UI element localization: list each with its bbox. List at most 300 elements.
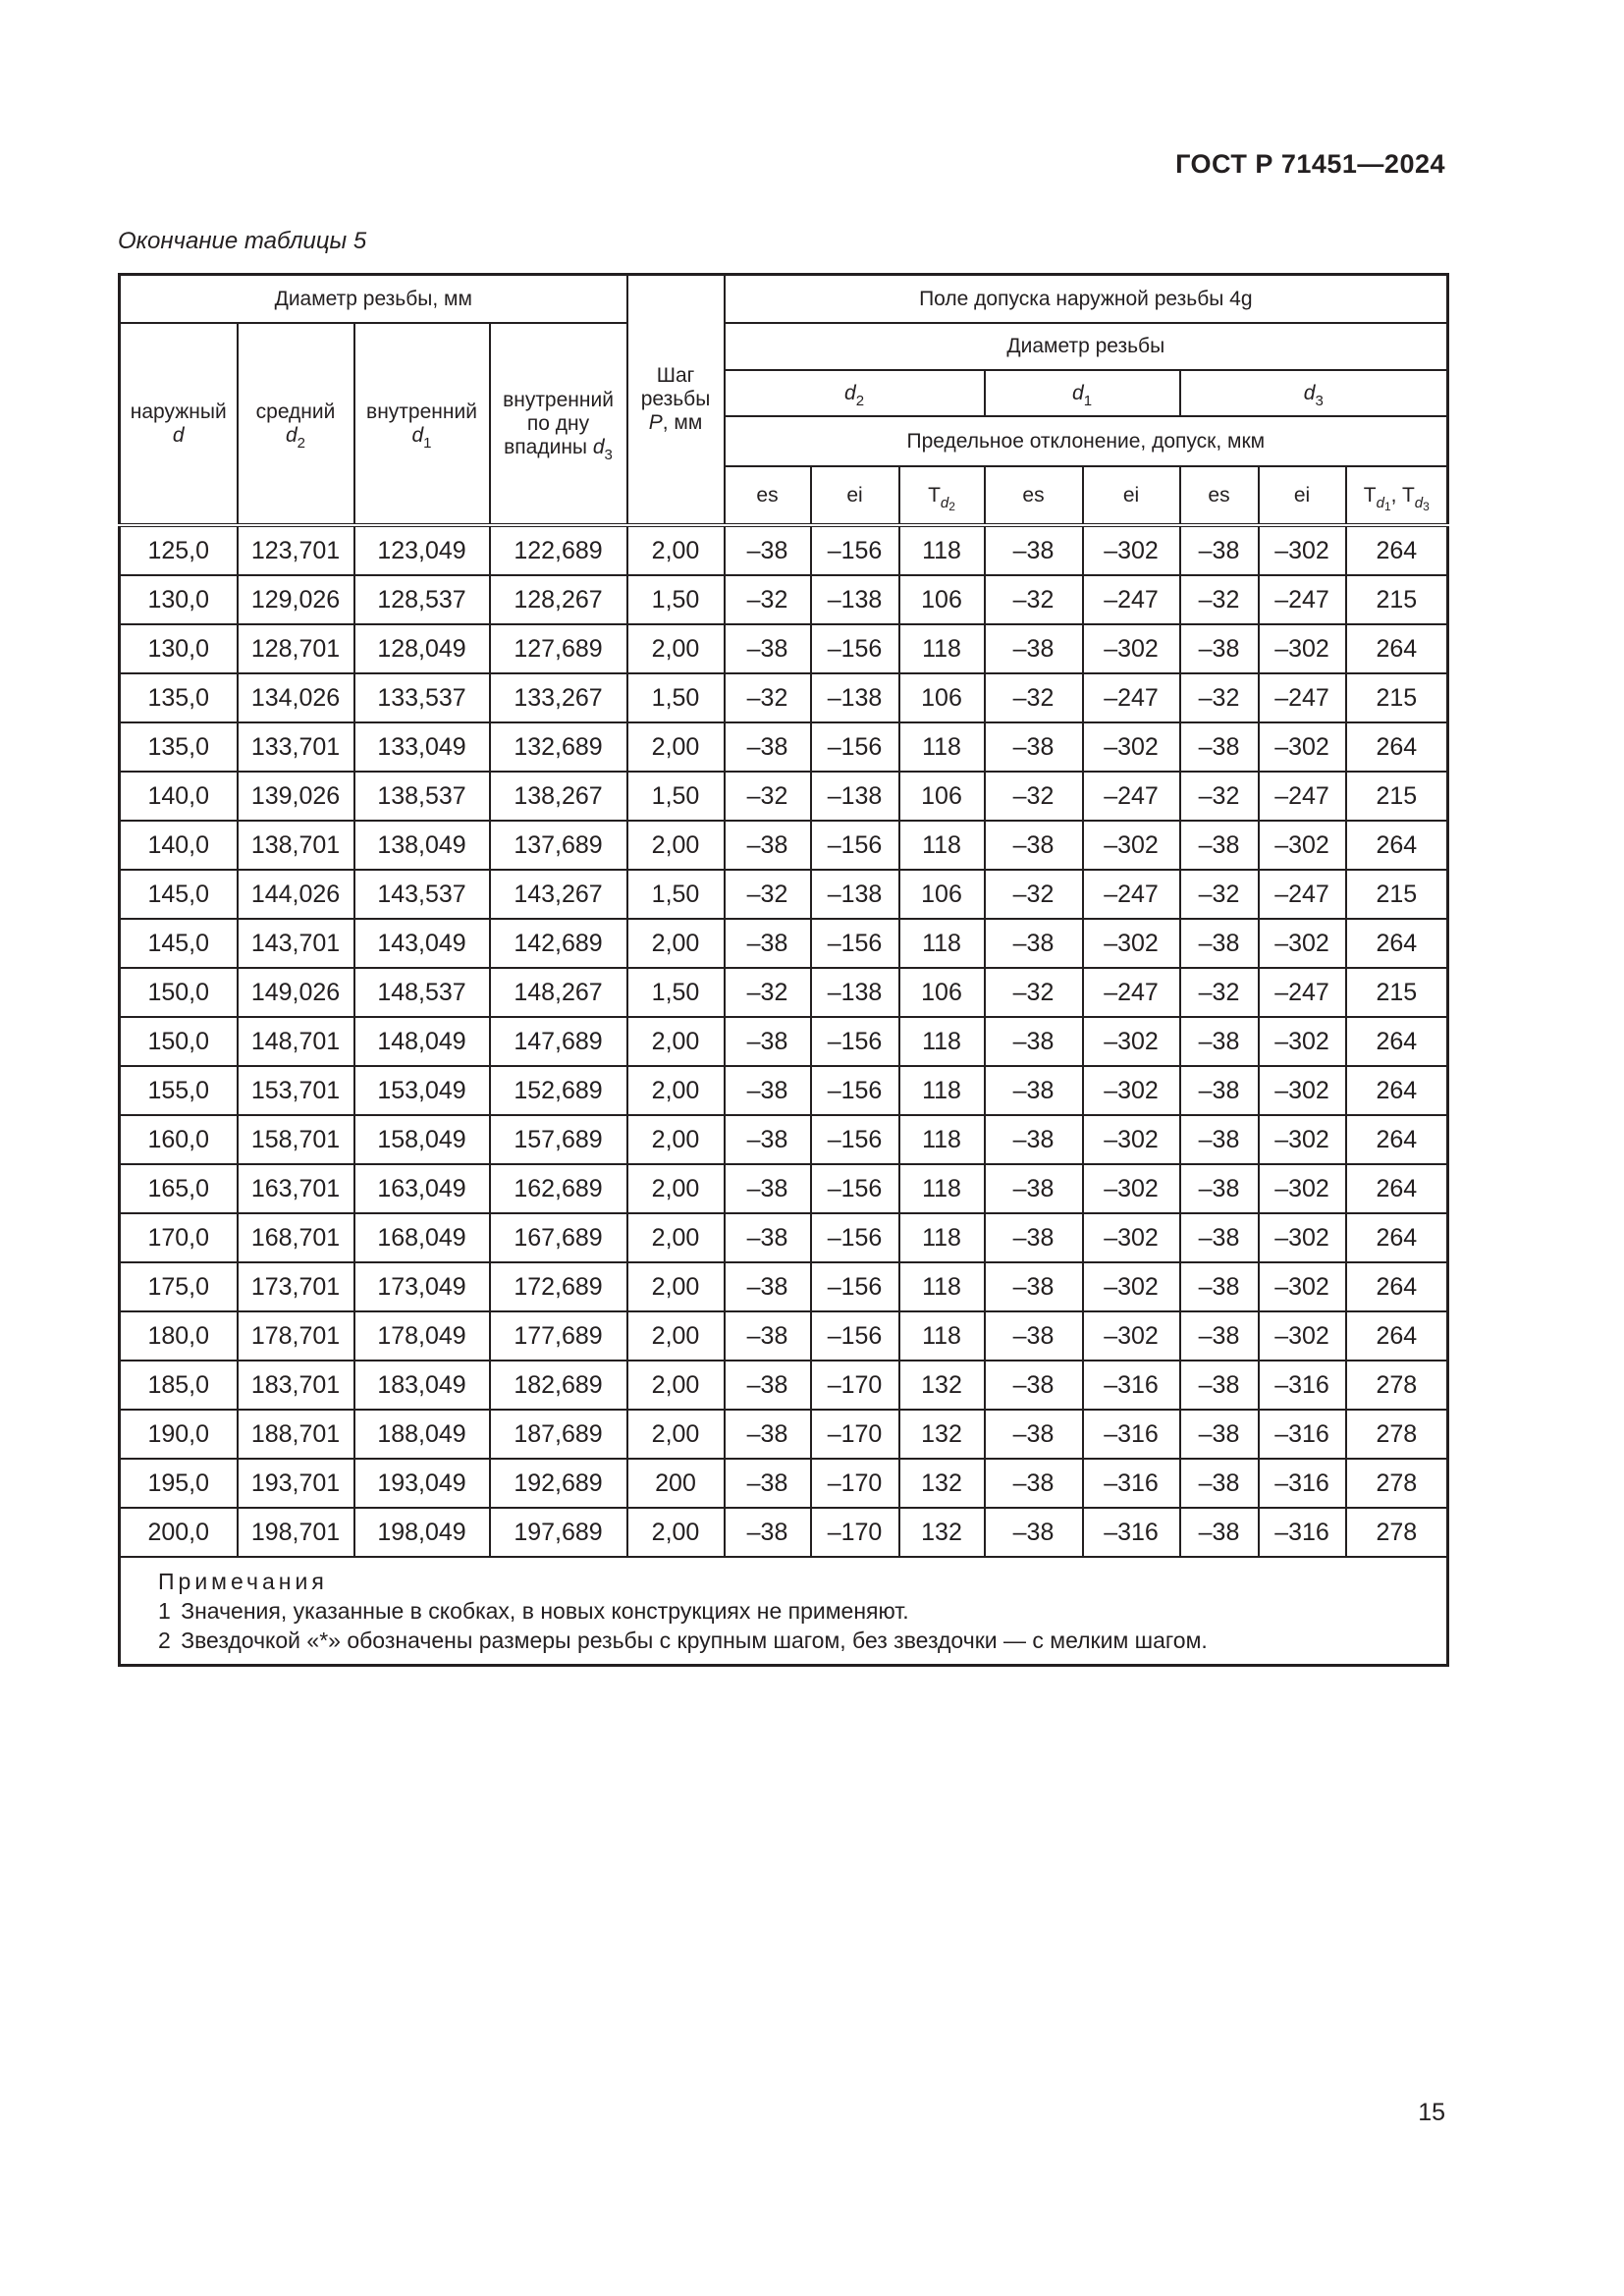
table-cell: 215 bbox=[1346, 673, 1448, 722]
table-cell: 118 bbox=[899, 525, 985, 575]
table-cell: 2,00 bbox=[627, 919, 725, 968]
table-cell: –156 bbox=[811, 722, 899, 772]
table-cell: 185,0 bbox=[120, 1361, 238, 1410]
table-cell: 264 bbox=[1346, 919, 1448, 968]
table-cell: –247 bbox=[1083, 870, 1180, 919]
table-cell: –38 bbox=[1180, 821, 1259, 870]
table-cell: 215 bbox=[1346, 870, 1448, 919]
table-cell: 165,0 bbox=[120, 1164, 238, 1213]
table-cell: –38 bbox=[725, 1017, 811, 1066]
document-code: ГОСТ Р 71451—2024 bbox=[1175, 149, 1445, 179]
header-tolerance-field: Поле допуска наружной резьбы 4g bbox=[725, 275, 1448, 324]
table-cell: –247 bbox=[1259, 575, 1346, 624]
table-cell: –302 bbox=[1259, 1213, 1346, 1262]
table-cell: 168,701 bbox=[238, 1213, 354, 1262]
table-cell: –302 bbox=[1259, 525, 1346, 575]
table-cell: –170 bbox=[811, 1459, 899, 1508]
table-cell: –32 bbox=[1180, 575, 1259, 624]
table-cell: 132 bbox=[899, 1410, 985, 1459]
table-cell: –38 bbox=[1180, 722, 1259, 772]
table-cell: –302 bbox=[1083, 1017, 1180, 1066]
table-cell: –32 bbox=[725, 968, 811, 1017]
table-cell: –138 bbox=[811, 575, 899, 624]
table-cell: 278 bbox=[1346, 1508, 1448, 1557]
table-row bbox=[120, 1115, 1448, 1164]
table-cell: 143,701 bbox=[238, 919, 354, 968]
table-cell: 2,00 bbox=[627, 1115, 725, 1164]
table-cell: –302 bbox=[1083, 624, 1180, 673]
table-cell: 138,049 bbox=[354, 821, 490, 870]
table-cell: 106 bbox=[899, 575, 985, 624]
table-row bbox=[120, 870, 1448, 919]
table-cell: 106 bbox=[899, 673, 985, 722]
header-pitch: Шаг резьбы P, мм bbox=[627, 275, 725, 526]
table-row bbox=[120, 821, 1448, 870]
table-cell: 118 bbox=[899, 722, 985, 772]
table-cell: 2,00 bbox=[627, 1017, 725, 1066]
table-cell: 118 bbox=[899, 1262, 985, 1311]
table-cell: –38 bbox=[985, 1410, 1083, 1459]
table-cell: –302 bbox=[1259, 1066, 1346, 1115]
table-cell: 1,50 bbox=[627, 575, 725, 624]
table-cell: –138 bbox=[811, 870, 899, 919]
table-cell: 177,689 bbox=[490, 1311, 627, 1361]
table-cell: –38 bbox=[1180, 1459, 1259, 1508]
table-cell: –156 bbox=[811, 1066, 899, 1115]
table-cell: 1,50 bbox=[627, 772, 725, 821]
table-cell: –38 bbox=[725, 1459, 811, 1508]
table-cell: –302 bbox=[1083, 1066, 1180, 1115]
notes-title: Примечания bbox=[158, 1569, 328, 1594]
table-row bbox=[120, 968, 1448, 1017]
table-cell: 148,267 bbox=[490, 968, 627, 1017]
table-cell: –302 bbox=[1083, 821, 1180, 870]
table-row bbox=[120, 722, 1448, 772]
table-cell: –38 bbox=[725, 1311, 811, 1361]
table-cell: –38 bbox=[725, 722, 811, 772]
table-cell: 134,026 bbox=[238, 673, 354, 722]
table-caption: Окончание таблицы 5 bbox=[118, 228, 367, 254]
table-cell: –302 bbox=[1259, 624, 1346, 673]
table-cell: –38 bbox=[725, 525, 811, 575]
table-cell: 118 bbox=[899, 1213, 985, 1262]
table-cell: 148,537 bbox=[354, 968, 490, 1017]
table-row bbox=[120, 525, 1448, 575]
table-cell: –38 bbox=[725, 1262, 811, 1311]
table-cell: 2,00 bbox=[627, 1361, 725, 1410]
table-cell: –302 bbox=[1259, 1164, 1346, 1213]
table-cell: –38 bbox=[985, 1213, 1083, 1262]
table-cell: –38 bbox=[1180, 1410, 1259, 1459]
table-cell: –316 bbox=[1259, 1361, 1346, 1410]
table-cell: –247 bbox=[1083, 968, 1180, 1017]
table-cell: 183,701 bbox=[238, 1361, 354, 1410]
table-cell: –316 bbox=[1083, 1361, 1180, 1410]
table-cell: 173,049 bbox=[354, 1262, 490, 1311]
table-cell: –316 bbox=[1259, 1410, 1346, 1459]
table-cell: –32 bbox=[1180, 968, 1259, 1017]
table-cell: 264 bbox=[1346, 1017, 1448, 1066]
table-cell: –38 bbox=[1180, 624, 1259, 673]
table-cell: 106 bbox=[899, 870, 985, 919]
table-cell: 1,50 bbox=[627, 968, 725, 1017]
table-cell: 198,701 bbox=[238, 1508, 354, 1557]
table-cell: –38 bbox=[985, 624, 1083, 673]
table-cell: –302 bbox=[1259, 1262, 1346, 1311]
table-cell: –38 bbox=[725, 1410, 811, 1459]
header-d3: $d_3$ bbox=[1180, 370, 1448, 416]
table-cell: 106 bbox=[899, 968, 985, 1017]
table-row bbox=[120, 1410, 1448, 1459]
table-cell: 144,026 bbox=[238, 870, 354, 919]
table-cell: 1,50 bbox=[627, 673, 725, 722]
table-cell: 145,0 bbox=[120, 919, 238, 968]
table-cell: 148,701 bbox=[238, 1017, 354, 1066]
table-row bbox=[120, 772, 1448, 821]
table-cell: 264 bbox=[1346, 1066, 1448, 1115]
table-cell: –302 bbox=[1259, 919, 1346, 968]
table-cell: –38 bbox=[725, 1164, 811, 1213]
table-cell: 135,0 bbox=[120, 673, 238, 722]
table-cell: 106 bbox=[899, 772, 985, 821]
table-cell: 168,049 bbox=[354, 1213, 490, 1262]
table-cell: 135,0 bbox=[120, 722, 238, 772]
table-cell: –302 bbox=[1083, 1262, 1180, 1311]
table-cell: –38 bbox=[985, 722, 1083, 772]
table-cell: 125,0 bbox=[120, 525, 238, 575]
table-cell: –38 bbox=[1180, 1017, 1259, 1066]
table-row bbox=[120, 624, 1448, 673]
table-cell: –32 bbox=[1180, 772, 1259, 821]
table-cell: 118 bbox=[899, 624, 985, 673]
table-cell: –38 bbox=[1180, 1262, 1259, 1311]
table-cell: –38 bbox=[985, 1115, 1083, 1164]
table-cell: –302 bbox=[1083, 1115, 1180, 1164]
table-cell: –32 bbox=[985, 673, 1083, 722]
header-outer-diameter: наружный d bbox=[120, 323, 238, 525]
table-cell: 160,0 bbox=[120, 1115, 238, 1164]
table-cell: –316 bbox=[1083, 1508, 1180, 1557]
table-cell: –247 bbox=[1259, 772, 1346, 821]
table-cell: 149,026 bbox=[238, 968, 354, 1017]
table-cell: 133,537 bbox=[354, 673, 490, 722]
table-cell: 175,0 bbox=[120, 1262, 238, 1311]
table-cell: 130,0 bbox=[120, 575, 238, 624]
table-row bbox=[120, 1459, 1448, 1508]
table-cell: 140,0 bbox=[120, 821, 238, 870]
table-cell: –38 bbox=[725, 919, 811, 968]
header-inner-diameter: внутренний $d_1$ bbox=[354, 323, 490, 525]
table-cell: –38 bbox=[725, 624, 811, 673]
table-cell: –38 bbox=[1180, 1361, 1259, 1410]
table-cell: 2,00 bbox=[627, 525, 725, 575]
table-row bbox=[120, 1262, 1448, 1311]
header-d2: $d_2$ bbox=[725, 370, 985, 416]
table-cell: 138,267 bbox=[490, 772, 627, 821]
table-cell: 118 bbox=[899, 1066, 985, 1115]
table-cell: 1,50 bbox=[627, 870, 725, 919]
table-cell: 152,689 bbox=[490, 1066, 627, 1115]
table-cell: –316 bbox=[1083, 1459, 1180, 1508]
table-cell: 133,049 bbox=[354, 722, 490, 772]
table-cell: 158,701 bbox=[238, 1115, 354, 1164]
header-thread-diameter: Диаметр резьбы bbox=[725, 323, 1448, 370]
table-cell: 264 bbox=[1346, 1213, 1448, 1262]
table-cell: –32 bbox=[985, 870, 1083, 919]
table-cell: –32 bbox=[725, 673, 811, 722]
table-cell: 264 bbox=[1346, 1311, 1448, 1361]
table-cell: 2,00 bbox=[627, 1066, 725, 1115]
table-cell: 2,00 bbox=[627, 1164, 725, 1213]
table-cell: –316 bbox=[1259, 1508, 1346, 1557]
table-cell: 142,689 bbox=[490, 919, 627, 968]
table-cell: 132,689 bbox=[490, 722, 627, 772]
table-cell: 192,689 bbox=[490, 1459, 627, 1508]
table-cell: 118 bbox=[899, 1311, 985, 1361]
table-cell: 138,537 bbox=[354, 772, 490, 821]
table-cell: –38 bbox=[1180, 1213, 1259, 1262]
table-cell: –32 bbox=[985, 772, 1083, 821]
table-cell: –156 bbox=[811, 1115, 899, 1164]
table-cell: 193,049 bbox=[354, 1459, 490, 1508]
table-cell: –38 bbox=[985, 1017, 1083, 1066]
table-cell: 2,00 bbox=[627, 1311, 725, 1361]
table-cell: –247 bbox=[1259, 673, 1346, 722]
table-cell: –38 bbox=[985, 1459, 1083, 1508]
table-cell: 128,701 bbox=[238, 624, 354, 673]
table-cell: –302 bbox=[1083, 1213, 1180, 1262]
table-cell: –38 bbox=[725, 1115, 811, 1164]
table-cell: 133,267 bbox=[490, 673, 627, 722]
table-cell: –38 bbox=[985, 1311, 1083, 1361]
table-row bbox=[120, 919, 1448, 968]
table-row bbox=[120, 1164, 1448, 1213]
table-cell: 193,701 bbox=[238, 1459, 354, 1508]
table-cell: 132 bbox=[899, 1508, 985, 1557]
table-cell: –38 bbox=[985, 821, 1083, 870]
table-cell: 143,537 bbox=[354, 870, 490, 919]
header-d2-ei: ei bbox=[811, 466, 899, 525]
table-cell: 170,0 bbox=[120, 1213, 238, 1262]
table-cell: 264 bbox=[1346, 1164, 1448, 1213]
table-cell: 215 bbox=[1346, 968, 1448, 1017]
header-root-diameter: внутренний по дну впадины $d_3$ bbox=[490, 323, 627, 525]
header-d3-ei: ei bbox=[1259, 466, 1346, 525]
table-cell: 190,0 bbox=[120, 1410, 238, 1459]
table-cell: –138 bbox=[811, 673, 899, 722]
table-body bbox=[120, 525, 1448, 1557]
table-cell: 264 bbox=[1346, 821, 1448, 870]
table-row bbox=[120, 575, 1448, 624]
table-cell: 172,689 bbox=[490, 1262, 627, 1311]
table-cell: 118 bbox=[899, 1164, 985, 1213]
table-cell: –156 bbox=[811, 1262, 899, 1311]
table-cell: 264 bbox=[1346, 1262, 1448, 1311]
table-row bbox=[120, 1213, 1448, 1262]
table-cell: 163,701 bbox=[238, 1164, 354, 1213]
table-cell: 150,0 bbox=[120, 1017, 238, 1066]
table-cell: –38 bbox=[985, 1361, 1083, 1410]
table-cell: 173,701 bbox=[238, 1262, 354, 1311]
table-cell: 118 bbox=[899, 919, 985, 968]
table-cell: –38 bbox=[985, 919, 1083, 968]
table-cell: 137,689 bbox=[490, 821, 627, 870]
table-cell: –38 bbox=[725, 1508, 811, 1557]
table-cell: 2,00 bbox=[627, 821, 725, 870]
table-cell: 153,701 bbox=[238, 1066, 354, 1115]
table-cell: –170 bbox=[811, 1361, 899, 1410]
table-cell: –38 bbox=[1180, 1066, 1259, 1115]
note-item-1: 1 Значения, указанные в скобках, в новых конструкциях не применяют. bbox=[158, 1598, 909, 1624]
notes bbox=[120, 1557, 1448, 1666]
table-cell: –38 bbox=[725, 1361, 811, 1410]
table-cell: 278 bbox=[1346, 1410, 1448, 1459]
table-row bbox=[120, 1017, 1448, 1066]
table-cell: 215 bbox=[1346, 772, 1448, 821]
table-cell: 143,049 bbox=[354, 919, 490, 968]
table-cell: –32 bbox=[1180, 673, 1259, 722]
table-cell: 147,689 bbox=[490, 1017, 627, 1066]
table-cell: –302 bbox=[1083, 1164, 1180, 1213]
table-cell: 197,689 bbox=[490, 1508, 627, 1557]
thread-tolerance-table bbox=[118, 273, 1449, 1667]
table-cell: –38 bbox=[725, 1066, 811, 1115]
table-cell: 145,0 bbox=[120, 870, 238, 919]
table-cell: 128,049 bbox=[354, 624, 490, 673]
table-cell: –247 bbox=[1083, 673, 1180, 722]
header-mid-diameter: средний $d_2$ bbox=[238, 323, 354, 525]
table-cell: 167,689 bbox=[490, 1213, 627, 1262]
table-cell: 157,689 bbox=[490, 1115, 627, 1164]
table-cell: 2,00 bbox=[627, 1508, 725, 1557]
table-cell: 132 bbox=[899, 1361, 985, 1410]
header-d1: $d_1$ bbox=[985, 370, 1180, 416]
table-cell: 155,0 bbox=[120, 1066, 238, 1115]
table-cell: –156 bbox=[811, 919, 899, 968]
table-cell: 158,049 bbox=[354, 1115, 490, 1164]
table-cell: –38 bbox=[1180, 1311, 1259, 1361]
table-cell: 143,267 bbox=[490, 870, 627, 919]
table-cell: –156 bbox=[811, 1164, 899, 1213]
table-cell: –247 bbox=[1083, 772, 1180, 821]
table-cell: –38 bbox=[725, 821, 811, 870]
table-row bbox=[120, 1508, 1448, 1557]
table-cell: 200 bbox=[627, 1459, 725, 1508]
table-cell: 127,689 bbox=[490, 624, 627, 673]
table-cell: –32 bbox=[1180, 870, 1259, 919]
table-cell: 128,267 bbox=[490, 575, 627, 624]
header-td1-td3: $T_{d_1}$, $T_{d_3}$ bbox=[1346, 466, 1448, 525]
table-cell: 129,026 bbox=[238, 575, 354, 624]
table-cell: 178,049 bbox=[354, 1311, 490, 1361]
table-cell: 198,049 bbox=[354, 1508, 490, 1557]
table-cell: –247 bbox=[1259, 968, 1346, 1017]
table-cell: 2,00 bbox=[627, 722, 725, 772]
table-cell: –38 bbox=[985, 1066, 1083, 1115]
page-number: 15 bbox=[1418, 2099, 1445, 2126]
table-cell: –38 bbox=[985, 1262, 1083, 1311]
table-cell: 140,0 bbox=[120, 772, 238, 821]
table-cell: –32 bbox=[725, 870, 811, 919]
table-cell: 130,0 bbox=[120, 624, 238, 673]
table-cell: 264 bbox=[1346, 624, 1448, 673]
table-cell: –32 bbox=[725, 772, 811, 821]
table-cell: 2,00 bbox=[627, 1262, 725, 1311]
table-cell: 123,701 bbox=[238, 525, 354, 575]
table-cell: 153,049 bbox=[354, 1066, 490, 1115]
table-cell: 163,049 bbox=[354, 1164, 490, 1213]
table-cell: 150,0 bbox=[120, 968, 238, 1017]
table-cell: 118 bbox=[899, 1115, 985, 1164]
table-cell: 183,049 bbox=[354, 1361, 490, 1410]
table-cell: –302 bbox=[1259, 1017, 1346, 1066]
table-cell: –156 bbox=[811, 624, 899, 673]
table-cell: 148,049 bbox=[354, 1017, 490, 1066]
table-cell: 122,689 bbox=[490, 525, 627, 575]
table-cell: –138 bbox=[811, 968, 899, 1017]
table-cell: 195,0 bbox=[120, 1459, 238, 1508]
table-row bbox=[120, 1361, 1448, 1410]
table-cell: –302 bbox=[1083, 525, 1180, 575]
table-cell: 278 bbox=[1346, 1459, 1448, 1508]
table-cell: –247 bbox=[1083, 575, 1180, 624]
table-cell: 187,689 bbox=[490, 1410, 627, 1459]
table-cell: –32 bbox=[985, 968, 1083, 1017]
table-cell: –38 bbox=[1180, 1508, 1259, 1557]
table-cell: 118 bbox=[899, 1017, 985, 1066]
table-cell: –156 bbox=[811, 525, 899, 575]
table-cell: –302 bbox=[1083, 722, 1180, 772]
table-row bbox=[120, 673, 1448, 722]
table-row bbox=[120, 1311, 1448, 1361]
table-cell: 178,701 bbox=[238, 1311, 354, 1361]
note-item-2: 2 Звездочкой «*» обозначены размеры резьбы с крупным шагом, без звездочки — с мелким шагом. bbox=[158, 1628, 1208, 1653]
table-cell: –302 bbox=[1259, 722, 1346, 772]
header-d1-es: es bbox=[985, 466, 1083, 525]
table-cell: 200,0 bbox=[120, 1508, 238, 1557]
table-cell: –170 bbox=[811, 1508, 899, 1557]
table-cell: 188,701 bbox=[238, 1410, 354, 1459]
table-cell: 123,049 bbox=[354, 525, 490, 575]
table-cell: –32 bbox=[985, 575, 1083, 624]
table-cell: 162,689 bbox=[490, 1164, 627, 1213]
table-cell: –170 bbox=[811, 1410, 899, 1459]
table-cell: 278 bbox=[1346, 1361, 1448, 1410]
table-cell: –138 bbox=[811, 772, 899, 821]
table-cell: –302 bbox=[1083, 919, 1180, 968]
table-cell: –38 bbox=[1180, 525, 1259, 575]
table-cell: –302 bbox=[1259, 821, 1346, 870]
header-td2: $T_{d_2}$ bbox=[899, 466, 985, 525]
header-thread-diameter-group: Диаметр резьбы, мм bbox=[120, 275, 627, 324]
table-cell: –38 bbox=[1180, 1164, 1259, 1213]
table-cell: –316 bbox=[1083, 1410, 1180, 1459]
table-cell: 264 bbox=[1346, 525, 1448, 575]
table-cell: –38 bbox=[725, 1213, 811, 1262]
table-cell: –38 bbox=[1180, 919, 1259, 968]
table-cell: –38 bbox=[985, 1508, 1083, 1557]
table-cell: –32 bbox=[725, 575, 811, 624]
table-cell: –38 bbox=[985, 1164, 1083, 1213]
header-d3-es: es bbox=[1180, 466, 1259, 525]
table-cell: –302 bbox=[1083, 1311, 1180, 1361]
table-cell: –247 bbox=[1259, 870, 1346, 919]
table-cell: –156 bbox=[811, 821, 899, 870]
table-cell: 264 bbox=[1346, 1115, 1448, 1164]
table-cell: 133,701 bbox=[238, 722, 354, 772]
table-cell: 182,689 bbox=[490, 1361, 627, 1410]
table-cell: –38 bbox=[1180, 1115, 1259, 1164]
